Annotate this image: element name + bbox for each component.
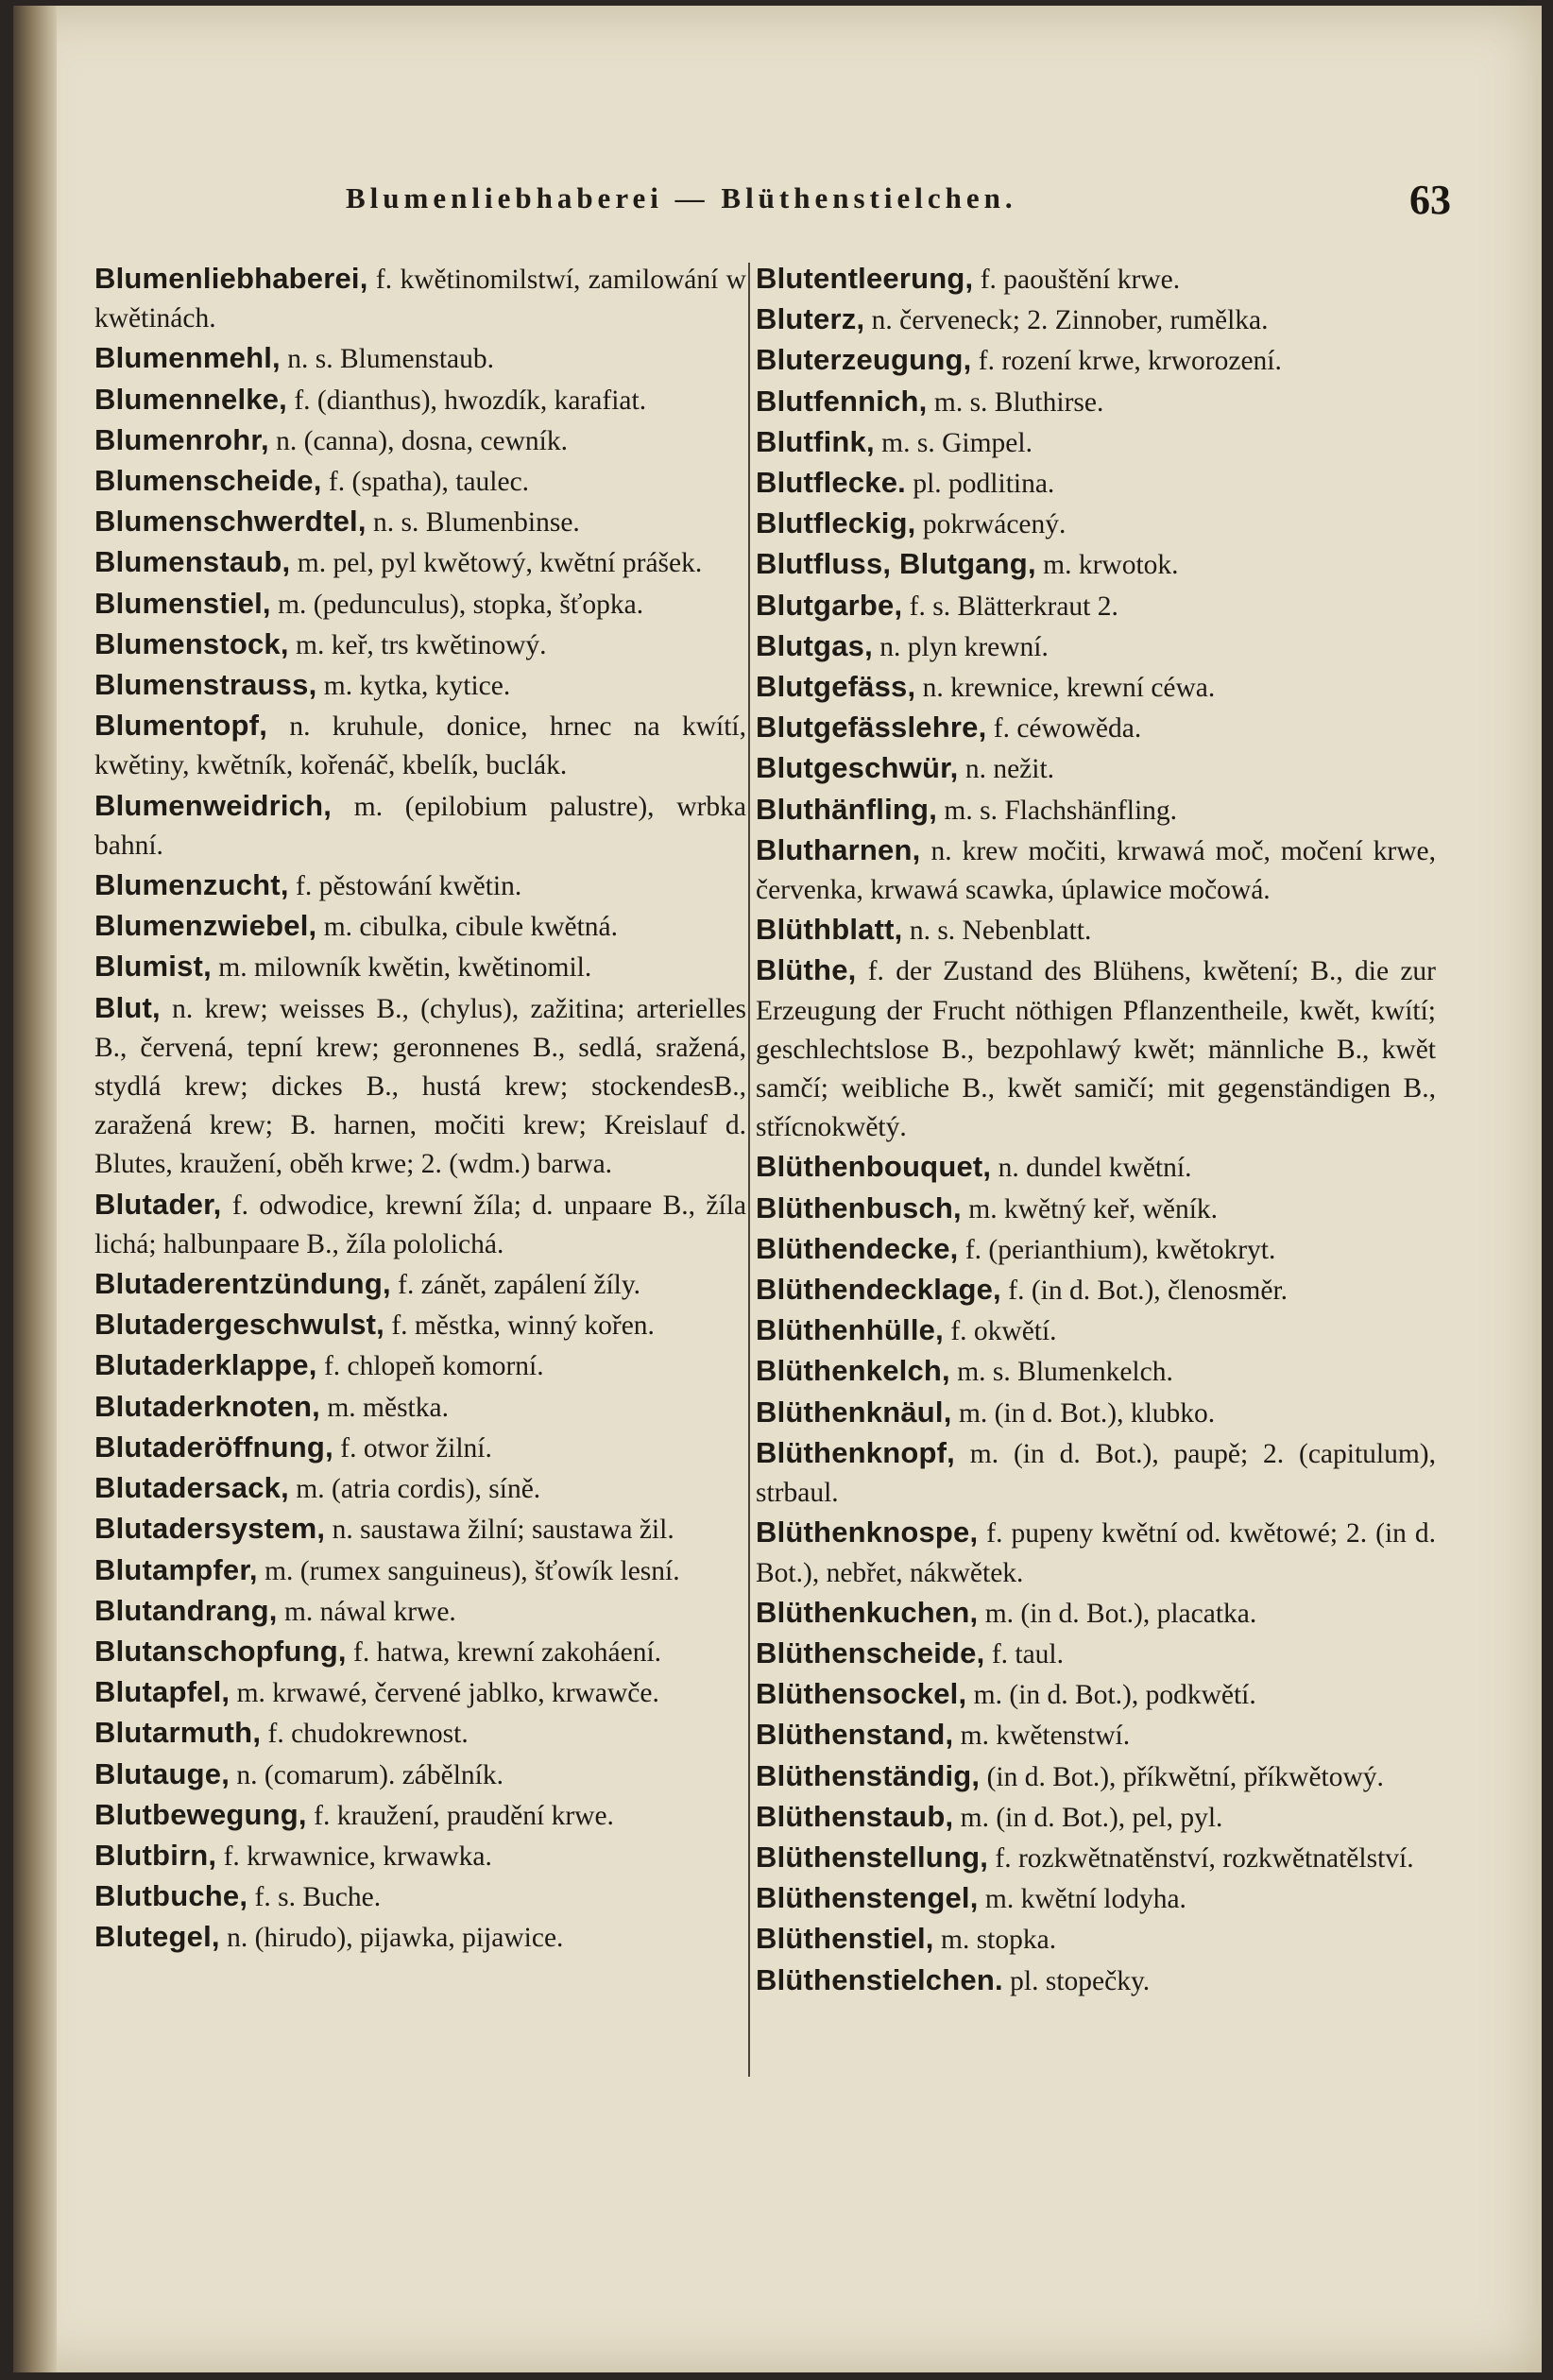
entry-headword: Blumenstiel,: [94, 586, 271, 620]
entry-headword: Blüthenstiel,: [756, 1922, 934, 1956]
dictionary-entry: [94, 1917, 746, 1958]
entry-definition: m. pel, pyl kwětowý, kwětní prášek.: [290, 548, 703, 579]
entry-definition: m. kwětný keř, wěník.: [961, 1193, 1219, 1224]
entry-headword: Blutgefäss,: [756, 670, 916, 704]
entry-definition: n. krewnice, krewní céwa.: [915, 673, 1216, 704]
entry-headword: Blutflecke.: [756, 466, 906, 500]
entry-headword: Blüthenbusch,: [756, 1190, 962, 1224]
dictionary-entry: [94, 1387, 746, 1428]
right-column: [756, 259, 1436, 2001]
entry-definition: f. (spatha), taulec.: [321, 467, 530, 498]
entry-definition: n. (canna), dosna, cewník.: [268, 425, 568, 456]
entry-headword: Blüthenstengel,: [756, 1881, 979, 1915]
dictionary-entry: [756, 1189, 1436, 1229]
dictionary-entry: [94, 786, 746, 865]
dictionary-entry: [756, 382, 1436, 422]
entry-definition: f. der Zustand des Blühens, kwětení; B., die zur Erzeugung der Frucht nöthigen Pflanzentheile, kwět, kwítí; geschlechtslose B., bezpohlawý kwět; männliche B., kwět samčí; weibliche B., kwět samičí; mit gegenständigen B., střícnokwětý.: [756, 956, 1436, 1143]
entry-definition: f. taul.: [984, 1638, 1064, 1669]
dictionary-entry: [756, 1838, 1436, 1878]
column-divider: [748, 263, 750, 2077]
entry-definition: n. (hirudo), pijawka, pijawice.: [219, 1923, 564, 1954]
dictionary-entry: [756, 463, 1436, 504]
dictionary-entry: [94, 706, 746, 785]
dictionary-entry: [756, 259, 1436, 300]
entry-definition: m. městka.: [319, 1392, 449, 1423]
entry-definition: pokrwácený.: [915, 509, 1067, 540]
page-header: [13, 177, 1542, 223]
dictionary-entry: [94, 1713, 746, 1754]
entry-definition: m. cibulka, cibule kwětná.: [316, 912, 619, 943]
entry-headword: Blutader,: [94, 1187, 222, 1221]
dictionary-entry: [756, 1147, 1436, 1188]
entry-definition: m. (epilobium palustre), wrbka bahní.: [94, 791, 746, 861]
entry-definition: m. krwotok.: [1035, 550, 1179, 581]
entry-definition: m. (rumex sanguineus), šťowík lesní.: [257, 1555, 680, 1586]
entry-definition: n. saustawa žilní; saustawa žil.: [325, 1515, 674, 1546]
entry-definition: f. pěstowání kwětin.: [288, 871, 522, 902]
entry-headword: Blutandrang,: [94, 1593, 278, 1627]
entry-definition: f. rozkwětnatěnství, rozkwětnatělství.: [988, 1842, 1414, 1874]
entry-headword: Blumenweidrich,: [94, 788, 333, 822]
entry-headword: Blutaderentzündung,: [94, 1267, 391, 1301]
dictionary-entry: [756, 1393, 1436, 1433]
dictionary-entry: [756, 1674, 1436, 1715]
dictionary-entry: [94, 420, 746, 461]
entry-headword: Bluterzeugung,: [756, 343, 972, 377]
left-column: [94, 259, 746, 1959]
entry-definition: n. (comarum). zábělník.: [230, 1759, 504, 1790]
entry-definition: f. městka, winný kořen.: [384, 1310, 655, 1342]
dictionary-entry: [756, 544, 1436, 585]
entry-headword: Blüthendecklage,: [756, 1273, 1001, 1307]
entry-definition: f. zánět, zapálení žíly.: [390, 1270, 641, 1301]
dictionary-entry: [94, 665, 746, 706]
entry-headword: Blutadersack,: [94, 1471, 289, 1505]
entry-definition: n. plyn krewní.: [872, 631, 1049, 662]
entry-headword: Blutfleckig,: [756, 506, 916, 540]
entry-headword: Blüthenhülle,: [756, 1313, 944, 1347]
dictionary-entry: [94, 1185, 746, 1264]
dictionary-entry: [94, 1550, 746, 1591]
entry-definition: f. paouštění krwe.: [973, 265, 1181, 295]
entry-headword: Blüthenscheide,: [756, 1635, 985, 1669]
entry-definition: m. (in d. Bot.), klubko.: [951, 1397, 1216, 1429]
dictionary-entry: [94, 259, 746, 338]
entry-definition: m. (in d. Bot.), paupě; 2. (capitulum), strbaul.: [756, 1438, 1436, 1509]
dictionary-entry: [756, 1513, 1436, 1592]
entry-headword: Blüthblatt,: [756, 913, 903, 947]
entry-definition: n. dundel kwětní.: [991, 1153, 1192, 1184]
entry-definition: f. chlopeň komorní.: [316, 1351, 544, 1382]
entry-headword: Blüthenknospe,: [756, 1515, 979, 1550]
entry-headword: Blüthenkelch,: [756, 1354, 950, 1388]
entry-definition: f. hatwa, krewní zakoháení.: [346, 1636, 662, 1668]
entry-headword: Bluterz,: [756, 302, 865, 336]
entry-definition: n. s. Nebenblatt.: [902, 916, 1092, 947]
dictionary-entry: [756, 830, 1436, 910]
dictionary-entry: [94, 1591, 746, 1632]
entry-definition: m. (in d. Bot.), podkwětí.: [966, 1680, 1256, 1711]
entry-definition: m. (pedunculus), stopka, šťopka.: [270, 589, 644, 620]
entry-definition: n. krew močiti, krwawá moč, močení krwe, červenka, krwawá scawka, úplawice močowá.: [756, 835, 1436, 906]
dictionary-entry: [756, 1270, 1436, 1310]
entry-headword: Blutfluss, Blutgang,: [756, 547, 1036, 581]
dictionary-entry: [756, 1756, 1436, 1797]
entry-headword: Blüthenständig,: [756, 1758, 981, 1792]
entry-headword: Blutgeschwür,: [756, 751, 959, 785]
dictionary-entry: [756, 708, 1436, 748]
entry-headword: Blutfennich,: [756, 384, 928, 418]
dictionary-entry: [756, 422, 1436, 463]
dictionary-entry: [756, 790, 1436, 830]
dictionary-entry: [94, 1672, 746, 1713]
entry-definition: f. okwětí.: [943, 1316, 1057, 1347]
entry-definition: m. (in d. Bot.), pel, pyl.: [953, 1802, 1223, 1833]
entry-definition: n. krew; weisses B., (chylus), zažitina; arterielles B., červená, tepní krew; geronnenes B., sedlá, sražená, stydlá krew; dickes B., hustá krew; stockendesB., zaražená krew; B. harnen, močiti krew; Kreislauf d. Blutes, kraužení, oběh krwe; 2. (wdm.) barwa.: [94, 993, 746, 1180]
entry-headword: Blutarmuth,: [94, 1716, 262, 1750]
entry-headword: Blüthe,: [756, 953, 857, 987]
dictionary-entry: [756, 910, 1436, 950]
entry-headword: Blüthensockel,: [756, 1677, 967, 1711]
dictionary-entry: [94, 338, 746, 379]
dictionary-entry: [94, 988, 746, 1185]
dictionary-entry: [756, 1310, 1436, 1351]
entry-headword: Blumenstrauss,: [94, 668, 317, 702]
entry-definition: n. nežit.: [958, 754, 1055, 785]
entry-definition: n. s. Blumenbinse.: [366, 507, 580, 539]
entry-definition: f. rození krwe, krworození.: [971, 346, 1282, 377]
dictionary-entry: [94, 1795, 746, 1836]
dictionary-entry: [756, 1593, 1436, 1634]
entry-headword: Blutegel,: [94, 1920, 220, 1954]
entry-definition: f. céwowěda.: [986, 713, 1142, 745]
entry-headword: Blutgarbe,: [756, 588, 903, 622]
entry-definition: m. s. Bluthirse.: [927, 386, 1104, 418]
dictionary-page: [13, 6, 1542, 2372]
dictionary-entry: [94, 584, 746, 625]
dictionary-entry: [756, 1634, 1436, 1674]
entry-definition: m. kwětenstwí.: [953, 1721, 1131, 1752]
dictionary-entry: [94, 906, 746, 947]
entry-headword: Blutentleerung,: [756, 262, 974, 295]
dictionary-entry: [756, 1797, 1436, 1838]
entry-headword: Bluthänfling,: [756, 792, 938, 826]
entry-definition: pl. stopečky.: [1002, 1965, 1151, 1996]
dictionary-entry: [94, 1632, 746, 1672]
dictionary-entry: [94, 1755, 746, 1795]
entry-headword: Blüthenstaub,: [756, 1799, 954, 1833]
entry-definition: m. kwětní lodyha.: [978, 1884, 1186, 1915]
entry-headword: Blutaderöffnung,: [94, 1430, 333, 1464]
entry-definition: (in d. Bot.), příkwětní, příkwětowý.: [980, 1761, 1384, 1792]
dictionary-entry: [756, 1919, 1436, 1960]
entry-headword: Blüthenstand,: [756, 1718, 954, 1752]
dictionary-entry: [94, 1305, 746, 1345]
entry-definition: m. milowník kwětin, kwětinomil.: [211, 952, 592, 984]
entry-definition: f. chudokrewnost.: [261, 1719, 469, 1750]
entry-headword: Blutbuche,: [94, 1879, 248, 1913]
entry-definition: m. (in d. Bot.), placatka.: [978, 1598, 1257, 1629]
entry-definition: m. kytka, kytice.: [316, 671, 511, 702]
running-head: Blumenliebhaberei — Blüthenstielchen.: [346, 181, 1017, 214]
entry-definition: n. červeneck; 2. Zinnober, rumělka.: [864, 305, 1269, 336]
entry-definition: n. s. Blumenstaub.: [280, 344, 495, 375]
entry-headword: Blutgas,: [756, 628, 873, 662]
entry-definition: m. krwawé, červené jablko, krwawče.: [230, 1678, 659, 1709]
entry-headword: Blutaderknoten,: [94, 1389, 320, 1423]
dictionary-entry: [94, 1509, 746, 1550]
entry-definition: f. krwawnice, krwawka.: [216, 1841, 492, 1872]
entry-headword: Blumenstaub,: [94, 545, 291, 579]
dictionary-entry: [94, 625, 746, 665]
dictionary-entry: [756, 950, 1436, 1147]
dictionary-entry: [756, 586, 1436, 626]
entry-headword: Blumist,: [94, 950, 212, 984]
dictionary-entry: [756, 626, 1436, 667]
entry-definition: m. náwal krwe.: [277, 1596, 456, 1627]
entry-headword: Blüthenstielchen.: [756, 1962, 1003, 1996]
entry-headword: Blutbewegung,: [94, 1797, 307, 1831]
entry-definition: f. kwětinomilstwí, zamilowání w kwětinách.: [94, 265, 746, 334]
entry-headword: Blutanschopfung,: [94, 1634, 347, 1668]
dictionary-entry: [94, 865, 746, 906]
entry-headword: Blüthenstellung,: [756, 1840, 989, 1874]
entry-headword: Blutadergeschwulst,: [94, 1308, 384, 1342]
dictionary-entry: [94, 1345, 746, 1386]
entry-definition: m. s. Blumenkelch.: [949, 1357, 1173, 1388]
dictionary-entry: [94, 1876, 746, 1917]
entry-headword: Blumenzwiebel,: [94, 909, 317, 943]
entry-headword: Blumenliebhaberei,: [94, 262, 368, 295]
dictionary-entry: [756, 340, 1436, 381]
entry-headword: Blüthenknäul,: [756, 1395, 952, 1429]
entry-definition: f. odwodice, krewní žíla; d. unpaare B., žíla lichá; halbunpaare B., žíla pololichá.: [94, 1190, 746, 1259]
dictionary-entry: [756, 300, 1436, 340]
dictionary-entry: [94, 1264, 746, 1305]
dictionary-entry: [94, 1468, 746, 1509]
entry-definition: m. stopka.: [933, 1925, 1057, 1956]
book-binding-edge: [13, 6, 57, 2372]
dictionary-entry: [756, 1229, 1436, 1270]
dictionary-entry: [94, 947, 746, 987]
dictionary-entry: [94, 1428, 746, 1468]
entry-headword: Blumenrohr,: [94, 422, 269, 456]
entry-headword: Blutadersystem,: [94, 1512, 326, 1546]
entry-headword: Blutaderklappe,: [94, 1348, 317, 1382]
dictionary-entry: [756, 504, 1436, 544]
entry-headword: Blutampfer,: [94, 1552, 258, 1586]
entry-headword: Blumenstock,: [94, 626, 289, 660]
entry-headword: Blüthenbouquet,: [756, 1150, 992, 1184]
dictionary-entry: [756, 748, 1436, 789]
entry-headword: Blutapfel,: [94, 1675, 230, 1709]
dictionary-entry: [756, 667, 1436, 708]
entry-definition: m. s. Gimpel.: [874, 427, 1032, 458]
entry-definition: f. s. Blätterkraut 2.: [902, 591, 1118, 622]
entry-definition: m. keř, trs kwětinowý.: [288, 629, 547, 660]
entry-headword: Blüthendecke,: [756, 1231, 959, 1265]
entry-headword: Blutharnen,: [756, 832, 921, 866]
entry-definition: n. kruhule, donice, hrnec na kwítí, kwětiny, kwětník, kořenáč, kbelík, buclák.: [94, 711, 746, 781]
entry-headword: Blüthenkuchen,: [756, 1595, 979, 1629]
dictionary-entry: [94, 380, 746, 420]
entry-headword: Blutauge,: [94, 1756, 230, 1790]
entry-headword: Blut,: [94, 990, 161, 1024]
dictionary-entry: [756, 1878, 1436, 1919]
entry-definition: m. (atria cordis), síně.: [288, 1474, 541, 1505]
entry-headword: Blumenschwerdtel,: [94, 505, 367, 539]
entry-headword: Blüthenknopf,: [756, 1435, 955, 1469]
entry-definition: pl. podlitina.: [905, 469, 1055, 500]
page-number: 63: [1409, 177, 1451, 223]
dictionary-entry: [94, 1836, 746, 1876]
dictionary-entry: [756, 1351, 1436, 1392]
entry-headword: Blutfink,: [756, 424, 875, 458]
entry-headword: Blutbirn,: [94, 1838, 217, 1872]
entry-definition: f. pupeny kwětní od. kwětowé; 2. (in d. Bot.), nebřet, nákwětek.: [756, 1518, 1436, 1588]
dictionary-entry: [94, 542, 746, 583]
entry-headword: Blumennelke,: [94, 382, 287, 416]
entry-definition: f. (perianthium), kwětokryt.: [958, 1234, 1276, 1265]
entry-definition: m. s. Flachshänfling.: [937, 795, 1178, 826]
entry-definition: f. otwor žilní.: [333, 1432, 492, 1464]
entry-headword: Blumentopf,: [94, 709, 268, 743]
entry-headword: Blumenzucht,: [94, 868, 289, 902]
entry-definition: f. (dianthus), hwozdík, karafiat.: [286, 385, 647, 416]
dictionary-entry: [94, 461, 746, 502]
dictionary-entry: [756, 1961, 1436, 2001]
entry-headword: Blumenmehl,: [94, 341, 281, 375]
dictionary-entry: [94, 502, 746, 542]
entry-headword: Blutgefässlehre,: [756, 711, 987, 745]
entry-definition: f. (in d. Bot.), členosměr.: [1000, 1276, 1288, 1307]
dictionary-entry: [756, 1433, 1436, 1513]
dictionary-entry: [756, 1715, 1436, 1755]
entry-headword: Blumenscheide,: [94, 464, 322, 498]
entry-definition: f. s. Buche.: [247, 1882, 382, 1913]
entry-definition: f. kraužení, praudění krwe.: [306, 1800, 614, 1831]
